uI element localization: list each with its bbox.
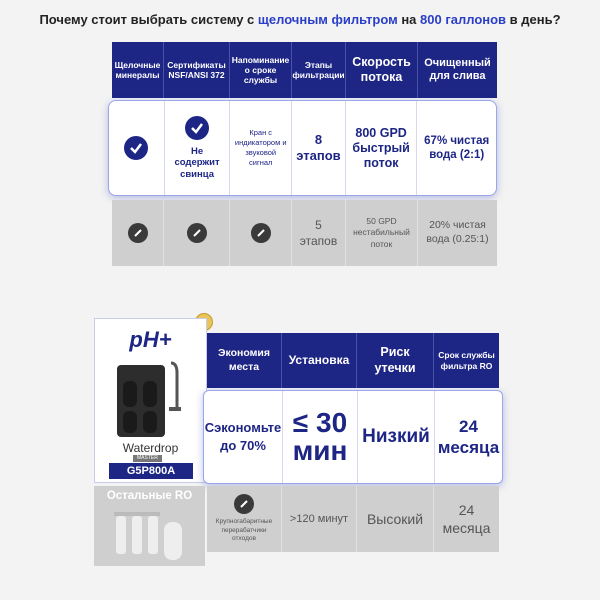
- comparison-table-2-ours: [203, 390, 503, 484]
- product-card: [94, 318, 207, 483]
- comparison-table-1-others: [112, 200, 497, 266]
- check-icon: [185, 116, 209, 140]
- cell-space: Сэкономьте до 70%: [204, 391, 283, 483]
- cell-life: 24 месяца: [437, 416, 500, 457]
- comparison-table-1-ours: [108, 100, 497, 196]
- header-alkaline: Щелочные минералы: [112, 42, 164, 98]
- header-flow: Скорость потока: [346, 42, 418, 98]
- others-card: [94, 486, 205, 566]
- cell-ratio: 67% чистая вода (2:1): [424, 134, 490, 161]
- no-icon: [128, 223, 148, 243]
- cell-alkaline: [109, 101, 165, 195]
- header-reminder: Напоминание о сроке службы: [230, 42, 292, 98]
- cell-flow-others: 50 GPD нестабильный поток: [346, 200, 418, 266]
- comparison-table-1-header: [112, 42, 497, 98]
- page-title: Почему стоит выбрать систему с щелочным фильтром на 800 галлонов в день?: [39, 12, 561, 27]
- cell-certificates-others: [164, 200, 230, 266]
- cell-ratio-others: 20% чистая вода (0.25:1): [426, 219, 489, 245]
- cell-stages: 8 этапов: [292, 101, 346, 195]
- ph-logo: pH+: [129, 327, 172, 352]
- filter-device-image: [113, 359, 191, 439]
- brand-tag: MASTER: [133, 455, 162, 462]
- cell-risk-others: Высокий: [357, 486, 434, 552]
- no-icon: [234, 494, 254, 514]
- cell-reminder: Кран с индикатором и звуковой сигнал: [230, 101, 292, 195]
- others-system-image: [114, 508, 186, 564]
- cell-space-others: Крупногабаритные перерабатчики отходов: [207, 486, 282, 552]
- header-space: Экономия места: [207, 333, 282, 388]
- cell-install: ≤ 30 мин: [283, 391, 358, 483]
- cell-flow: 800 GPD быстрый поток: [346, 101, 418, 195]
- no-icon: [251, 223, 271, 243]
- cell-install-others: >120 минут: [282, 486, 357, 552]
- cell-alkaline-others: [112, 200, 164, 266]
- comparison-table-2-header: [207, 333, 499, 388]
- check-icon: [124, 136, 148, 160]
- model-badge: G5P800A: [109, 463, 193, 479]
- cell-life-others: 24 месяца: [442, 501, 491, 536]
- cell-certificates: [165, 101, 231, 195]
- header-certificates: Сертификаты NSF/ANSI 372: [164, 42, 230, 98]
- header-ratio: Очищенный для слива: [424, 56, 491, 82]
- no-lead-text: Не содержит свинца: [174, 145, 220, 180]
- no-icon: [187, 223, 207, 243]
- brand-name: Waterdrop: [122, 441, 179, 455]
- header-install: Установка: [282, 333, 357, 388]
- header-risk: Риск утечки: [357, 333, 434, 388]
- others-label: Остальные RO: [106, 490, 193, 502]
- comparison-table-2-others: [207, 486, 499, 552]
- header-stages: Этапы фильтрации: [292, 42, 346, 98]
- cell-reminder-others: [230, 200, 292, 266]
- header-life: Срок службы фильтра RO: [438, 349, 495, 371]
- cell-risk: Низкий: [358, 391, 435, 483]
- cell-stages-others: 5 этапов: [292, 200, 346, 266]
